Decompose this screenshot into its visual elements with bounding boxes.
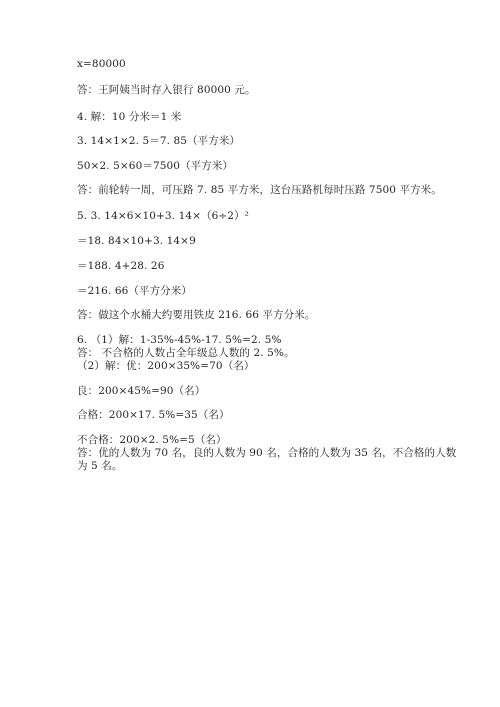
- problem-5-step-2: ＝188. 4+28. 26: [77, 260, 165, 272]
- problem-6-part-2-fail: 不合格：200×2. 5%=5（名）: [77, 434, 227, 446]
- problem-6-answer-line-2: 为 5 名。: [77, 460, 123, 472]
- problem-5-expression: 5. 3. 14×6×10+3. 14×（6÷2）²: [77, 210, 249, 222]
- problem-6-answer-line-1: 答：优的人数为 70 名，良的人数为 90 名，合格的人数为 35 名，不合格的人数: [77, 447, 457, 459]
- problem-6-part-2-excellent: （2）解：优：200×35%=70（名）: [77, 360, 255, 372]
- problem-6-part-2-good: 良：200×45%=90（名）: [77, 385, 206, 397]
- problem-6-part-1-solution: 6. （1）解：1-35%-45%-17. 5%=2. 5%: [77, 334, 282, 346]
- problem-5-answer: 答：做这个水桶大约要用铁皮 216. 66 平方分米。: [77, 309, 316, 321]
- problem-4-answer: 答：前轮转一周，可压路 7. 85 平方米，这台压路机每时压路 7500 平方米。: [77, 184, 442, 196]
- problem-4-solution-start: 4. 解：10 分米＝1 米: [77, 111, 182, 123]
- answer-line-deposit: 答：王阿姨当时存入银行 80000 元。: [77, 84, 256, 96]
- equation-result-line: x=80000: [77, 58, 126, 70]
- problem-4-step-total: 50×2. 5×60＝7500（平方米）: [77, 160, 234, 172]
- problem-5-step-1: ＝18. 84×10+3. 14×9: [77, 235, 196, 247]
- problem-6-part-1-answer: 答： 不合格的人数占全年级总人数的 2. 5%。: [77, 347, 295, 359]
- problem-6-part-2-pass: 合格：200×17. 5%=35（名）: [77, 409, 230, 421]
- problem-5-step-3: ＝216. 66（平方分米）: [77, 285, 192, 297]
- problem-4-step-area: 3. 14×1×2. 5＝7. 85（平方米）: [77, 135, 241, 147]
